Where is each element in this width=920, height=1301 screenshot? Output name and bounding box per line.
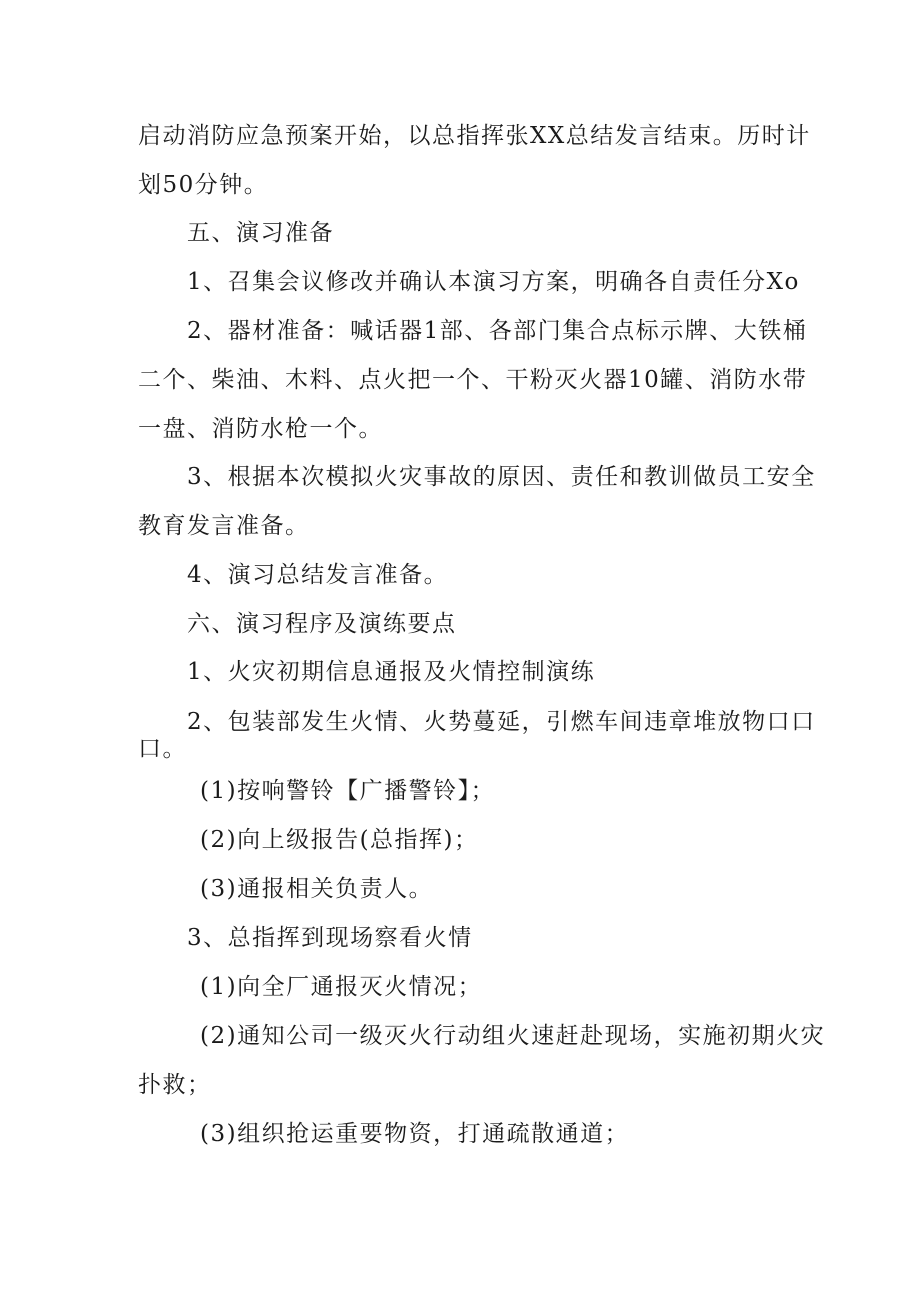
section-heading: 五、演习准备 [187, 220, 334, 246]
paragraph-line: 划50分钟。 [138, 172, 269, 198]
list-item: (2)向上级报告(总指挥)； [200, 827, 479, 853]
list-item: (1)向全厂通报灭火情况； [200, 974, 483, 1000]
paragraph-line: 启动消防应急预案开始，以总指挥张XX总结发言结束。历时计 [138, 123, 811, 149]
paragraph-line: 口。 [138, 736, 187, 762]
paragraph-line: 4、演习总结发言准备。 [187, 562, 449, 588]
paragraph-line: 2、包装部发生火情、火势蔓延，引燃车间违章堆放物口口 [187, 709, 816, 735]
paragraph-line: 1、召集会议修改并确认本演习方案，明确各自责任分Xo [187, 269, 800, 295]
list-item: (3)通报相关负责人。 [200, 876, 434, 902]
paragraph-line: 二个、柴油、木料、点火把一个、干粉灭火器10罐、消防水带 [138, 367, 808, 393]
section-heading: 六、演习程序及演练要点 [187, 611, 457, 637]
paragraph-line: 1、火灾初期信息通报及火情控制演练 [187, 659, 596, 685]
paragraph-line: 教育发言准备。 [138, 513, 310, 539]
paragraph-line: 扑救； [138, 1072, 212, 1098]
paragraph-line: 3、根据本次模拟火灾事故的原因、责任和教训做员工安全 [187, 464, 816, 490]
list-item: (1)按响警铃【广播警铃】； [200, 778, 496, 804]
paragraph-line: 2、器材准备：喊话器1部、各部门集合点标示牌、大铁桶 [187, 318, 808, 344]
paragraph-line: 一盘、消防水枪一个。 [138, 416, 383, 442]
list-item: (3)组织抢运重要物资，打通疏散通道； [200, 1121, 630, 1147]
paragraph-line: 3、总指挥到现场察看火情 [187, 925, 473, 951]
list-item: (2)通知公司一级灭火行动组火速赶赴现场，实施初期火灾 [200, 1023, 826, 1049]
